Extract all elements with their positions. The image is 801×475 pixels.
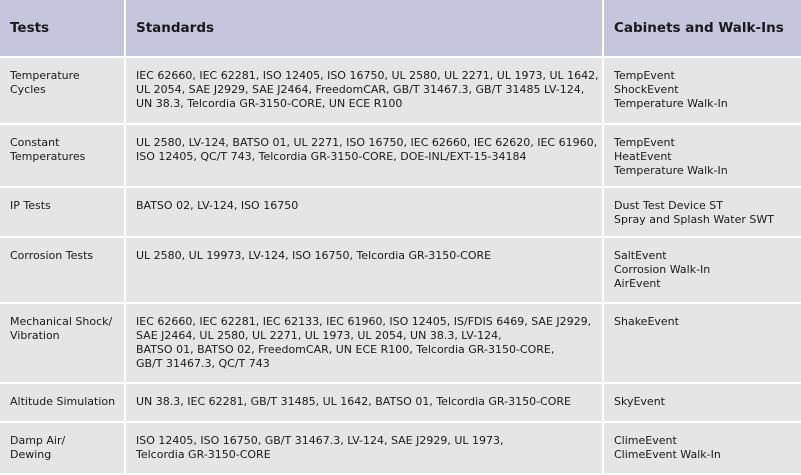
standards-text: SAE J2464, UL 2580, UL 2271, UL 1973, UL 2054, UN 38.3, LV-124, — [136, 329, 502, 342]
standards-cell — [125, 237, 603, 303]
cabinet-name: ShakeEvent — [614, 315, 679, 328]
cabinet-name: Temperature Walk-In — [614, 97, 728, 110]
table-row — [0, 422, 801, 474]
cabinets-cell — [603, 383, 801, 422]
standards-text: IEC 62660, IEC 62281, IEC 62133, IEC 61960, ISO 12405, IS/FDIS 6469, SAE J2929, — [136, 315, 592, 328]
header-tests: Tests — [0, 0, 125, 57]
standards-text: UN 38.3, Telcordia GR-3150-CORE, UN ECE R100 — [136, 97, 403, 110]
cabinet-name: TempEvent — [614, 136, 675, 149]
test-cell — [0, 383, 125, 422]
standards-text: Telcordia GR-3150-CORE — [136, 448, 271, 461]
table-row — [0, 383, 801, 422]
test-name: Cycles — [10, 83, 46, 96]
cabinet-name: ClimeEvent — [614, 434, 677, 447]
cabinets-cell — [603, 57, 801, 124]
test-name: Vibration — [10, 329, 60, 342]
test-name: Constant — [10, 136, 60, 149]
table-row — [0, 57, 801, 124]
standards-cell — [125, 422, 603, 474]
cabinet-name: ClimeEvent Walk-In — [614, 448, 721, 461]
table-row — [0, 187, 801, 237]
test-cell — [0, 422, 125, 474]
test-name: IP Tests — [10, 199, 51, 212]
header-standards: Standards — [125, 0, 603, 57]
test-cell — [0, 57, 125, 124]
standards-text: BATSO 02, LV-124, ISO 16750 — [136, 199, 299, 212]
standards-text: UL 2580, UL 19973, LV-124, ISO 16750, Telcordia GR-3150-CORE — [136, 249, 492, 262]
standards-cell — [125, 303, 603, 383]
cabinets-cell — [603, 187, 801, 237]
cabinet-name: AirEvent — [614, 277, 661, 290]
standards-text: BATSO 01, BATSO 02, FreedomCAR, UN ECE R100, Telcordia GR-3150-CORE, — [136, 343, 555, 356]
standards-text: UN 38.3, IEC 62281, GB/T 31485, UL 1642, BATSO 01, Telcordia GR-3150-CORE — [136, 395, 571, 408]
standards-text: UL 2054, SAE J2929, SAE J2464, FreedomCAR, GB/T 31467.3, GB/T 31485 LV-124, — [136, 83, 585, 96]
table-row — [0, 237, 801, 303]
test-cell — [0, 187, 125, 237]
standards-cell — [125, 57, 603, 124]
cabinets-cell — [603, 237, 801, 303]
cabinet-name: SkyEvent — [614, 395, 665, 408]
table-header — [0, 0, 801, 57]
cabinet-name: Corrosion Walk-In — [614, 263, 711, 276]
standards-text: ISO 12405, ISO 16750, GB/T 31467.3, LV-124, SAE J2929, UL 1973, — [136, 434, 504, 447]
test-name: Mechanical Shock/ — [10, 315, 113, 328]
table-body — [0, 57, 801, 474]
header-row — [0, 0, 801, 57]
cabinet-name: Dust Test Device ST — [614, 199, 723, 212]
cabinets-cell — [603, 124, 801, 187]
standards-text: IEC 62660, IEC 62281, ISO 12405, ISO 16750, UL 2580, UL 2271, UL 1973, UL 1642, — [136, 69, 599, 82]
cabinet-name: SaltEvent — [614, 249, 667, 262]
table-row — [0, 303, 801, 383]
standards-cell — [125, 383, 603, 422]
cabinets-cell — [603, 303, 801, 383]
test-name: Corrosion Tests — [10, 249, 94, 262]
test-cell — [0, 237, 125, 303]
test-cell — [0, 303, 125, 383]
test-cell — [0, 124, 125, 187]
cabinet-name: HeatEvent — [614, 150, 672, 163]
test-name: Temperature — [10, 69, 80, 82]
cabinet-name: Temperature Walk-In — [614, 164, 728, 177]
header-cabinets: Cabinets and Walk-Ins — [603, 0, 801, 57]
cabinets-cell — [603, 422, 801, 474]
cabinet-name: ShockEvent — [614, 83, 679, 96]
test-name: Altitude Simulation — [10, 395, 116, 408]
test-name: Temperatures — [10, 150, 86, 163]
cabinet-name: Spray and Splash Water SWT — [614, 213, 774, 226]
standards-text: GB/T 31467.3, QC/T 743 — [136, 357, 270, 370]
cabinet-name: TempEvent — [614, 69, 675, 82]
table-row — [0, 124, 801, 187]
test-name: Dewing — [10, 448, 52, 461]
test-name: Damp Air/ — [10, 434, 66, 447]
standards-text: ISO 12405, QC/T 743, Telcordia GR-3150-CORE, DOE-INL/EXT-15-34184 — [136, 150, 527, 163]
standards-cell — [125, 124, 603, 187]
standards-cell — [125, 187, 603, 237]
standards-text: UL 2580, LV-124, BATSO 01, UL 2271, ISO 16750, IEC 62660, IEC 62620, IEC 61960, — [136, 136, 598, 149]
